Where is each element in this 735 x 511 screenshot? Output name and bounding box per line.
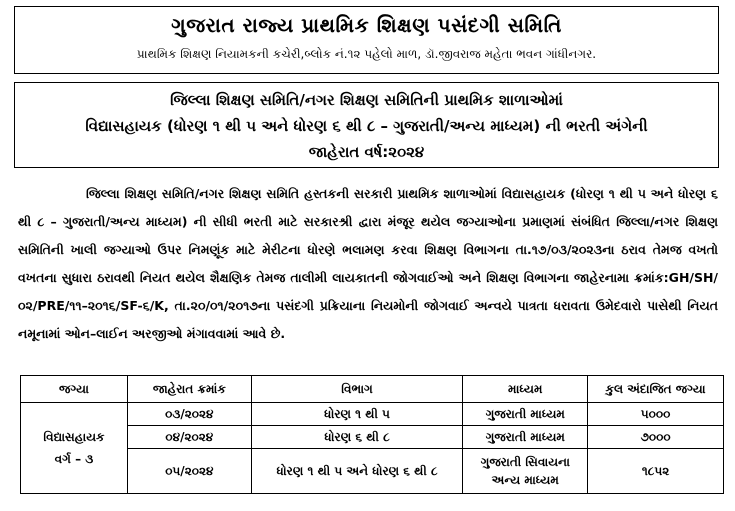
post-cell xyxy=(21,403,128,494)
section-cell: ધોરણ ૧ થી ૫ અને ધોરણ ૬ થી ૮ xyxy=(251,449,463,494)
total-cell: ૭૦૦૦ xyxy=(588,426,724,449)
adv-no-cell: ૦૩/૨૦૨૪ xyxy=(127,403,251,426)
total-cell: ૫૦૦૦ xyxy=(588,403,724,426)
medium-cell: ગુજરાતી માધ્યમ xyxy=(463,403,588,426)
vacancy-table xyxy=(20,375,724,494)
table-header-row xyxy=(21,376,724,403)
header-post: જગ્યા xyxy=(21,376,128,403)
post-class: વર્ગ – ૩ xyxy=(54,452,94,466)
medium-line-1: ગુજરાતી સિવાયના xyxy=(480,455,570,469)
header-medium: માધ્યમ xyxy=(463,376,588,403)
header-total: કુલ અંદાજિત જગ્યા xyxy=(588,376,724,403)
post-name: વિદ્યાસહાયક xyxy=(43,430,105,444)
org-name: ગુજરાત રાજ્ય પ્રાથમિક શિક્ષણ પસંદગી સમિતિ xyxy=(171,13,562,37)
adv-no-cell: ૦૫/૨૦૨૪ xyxy=(127,449,251,494)
section-cell: ધોરણ ૬ થી ૮ xyxy=(251,426,463,449)
medium-line-2: અન્ય માધ્યમ xyxy=(491,473,559,487)
header-adv-no: જાહેરાત ક્રમાંક xyxy=(127,376,251,403)
medium-cell: ગુજરાતી માધ્યમ xyxy=(463,426,588,449)
notice-paragraph: જિલ્લા શિક્ષણ સમિતિ/નગર શિક્ષણ સમિતિ હસ્તકની સરકારી પ્રાથમિક શાળાઓમાં વિદ્યાસહાયક (ધોરણ ૧ થી ૫ અને ધોરણ ૬ થી ૮ – ગુજરાતી/અન્ય માધ્યમ) ની સીધી ભરતી માટે સરકારશ્રી દ્વારા મંજૂર થયેલ જગ્યાઓના પ્રમાણમાં સંબંધિત જિલ્લા/નગર શિક્ષણ સમિતિની ખાલી જગ્યાઓ ઉપર નિમણૂંક માટે મેરીટના ધોરણે ભલામણ કરવા શિક્ષણ વિભાગના તા.૧૭/૦૩/૨૦૨૩ના ઠરાવ તેમજ વખતો વખતના સુધારા ઠરાવથી નિયત થયેલ શૈક્ષણિક તેમજ તાલીમી લાયકાતની જોગવાઈઓ અને શિક્ષણ વિભાગના જાહેરનામા ક્રમાંક:GH/SH/૦૨/PRE/૧૧–૨૦૧૬/SF-૬/K, તા.૨૦/૦૧/૨૦૧૭ના પસંદગી પ્રક્રિયાના નિયમોની જોગવાઈ અન્વયે પાત્રતા ધરાવતા ઉમેદવારો પાસેથી નિયત નમૂનામાં ઓન–લાઈન અરજીઓ મંગાવવામાં આવે છે. xyxy=(18,186,718,341)
notice-title-line-1: જિલ્લા શિક્ષણ સમિતિ/નગર શિક્ષણ સમિતિની પ્રાથમિક શાળાઓમાં xyxy=(170,91,563,109)
org-address: પ્રાથમિક શિક્ષણ નિયામકની કચેરી,બ્લોક નં.૧૨ પહેલો માળ, ડૉ.જીવરાજ મહેતા ભવન ગાંધીનગર. xyxy=(136,47,597,61)
medium-cell xyxy=(463,449,588,494)
notice-paragraph-block xyxy=(18,180,718,348)
total-cell: ૧૮૫૨ xyxy=(588,449,724,494)
adv-no-cell: ૦૪/૨૦૨૪ xyxy=(127,426,251,449)
header-section: વિભાગ xyxy=(251,376,463,403)
notice-title-line-3: જાહેરાત વર્ષ:૨૦૨૪ xyxy=(308,143,425,161)
org-header-box xyxy=(14,6,719,74)
section-cell: ધોરણ ૧ થી ૫ xyxy=(251,403,463,426)
table-row xyxy=(21,403,724,426)
notice-title-line-2: વિદ્યાસહાયક (ધોરણ ૧ થી ૫ અને ધોરણ ૬ થી ૮ – ગુજરાતી/અન્ય માધ્યમ) ની ભરતી અંગેની xyxy=(85,117,648,135)
notice-title-box xyxy=(14,82,719,168)
